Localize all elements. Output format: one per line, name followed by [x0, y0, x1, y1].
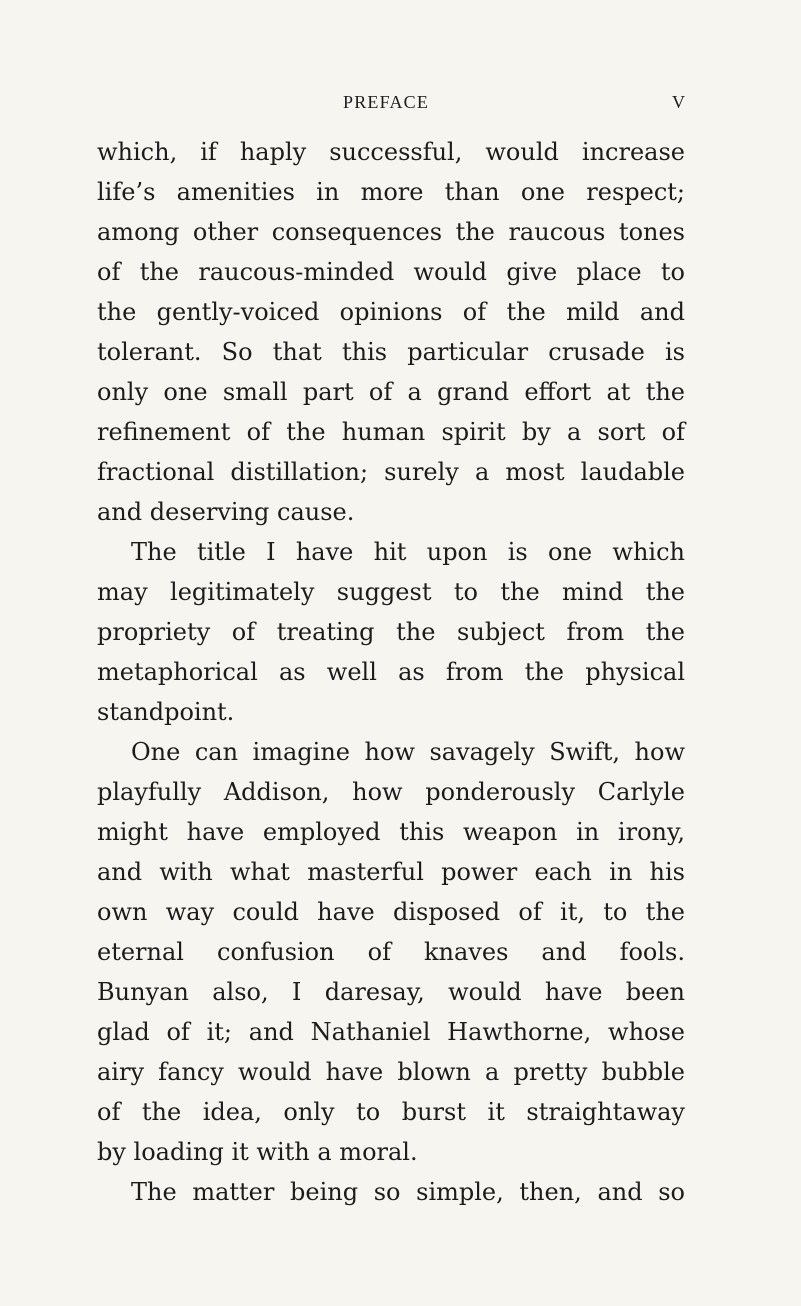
text-line: life’s amenities in more than one respect; — [97, 178, 685, 206]
text-line: of the idea, only to burst it straightaway — [97, 1098, 685, 1126]
text-line: The matter being so simple, then, and so — [131, 1178, 685, 1206]
text-line: playfully Addison, how ponderously Carlyle — [97, 778, 685, 806]
text-line: among other consequences the raucous tones — [97, 218, 685, 246]
text-line: One can imagine how savagely Swift, how — [131, 738, 685, 766]
text-line: metaphorical as well as from the physical — [97, 658, 685, 686]
body-text — [97, 132, 685, 1212]
text-line: and with what masterful power each in his — [97, 858, 685, 886]
text-line: fractional distillation; surely a most laudable — [97, 458, 685, 486]
text-line: and deserving cause. — [97, 498, 355, 526]
text-line: might have employed this weapon in irony, — [97, 818, 685, 846]
text-line: Bunyan also, I daresay, would have been — [97, 978, 685, 1006]
text-line: which, if haply successful, would increase — [97, 138, 685, 166]
text-line: propriety of treating the subject from the — [97, 618, 685, 646]
text-line: tolerant. So that this particular crusade is — [97, 338, 685, 366]
text-line: only one small part of a grand effort at the — [97, 378, 685, 406]
text-line: by loading it with a moral. — [97, 1138, 418, 1166]
text-line: airy fancy would have blown a pretty bubble — [97, 1058, 685, 1086]
text-line: eternal confusion of knaves and fools. — [97, 938, 685, 966]
page-number: V — [672, 92, 685, 112]
text-line: of the raucous-minded would give place to — [97, 258, 685, 286]
text-line: own way could have disposed of it, to the — [97, 898, 685, 926]
page-header — [97, 92, 685, 122]
text-line: the gently-voiced opinions of the mild and — [97, 298, 685, 326]
text-line: glad of it; and Nathaniel Hawthorne, whose — [97, 1018, 685, 1046]
text-line: may legitimately suggest to the mind the — [97, 578, 685, 606]
running-head: PREFACE — [343, 92, 430, 112]
text-line: standpoint. — [97, 698, 235, 726]
text-line: refinement of the human spirit by a sort of — [97, 418, 685, 446]
text-line: The title I have hit upon is one which — [131, 538, 685, 566]
